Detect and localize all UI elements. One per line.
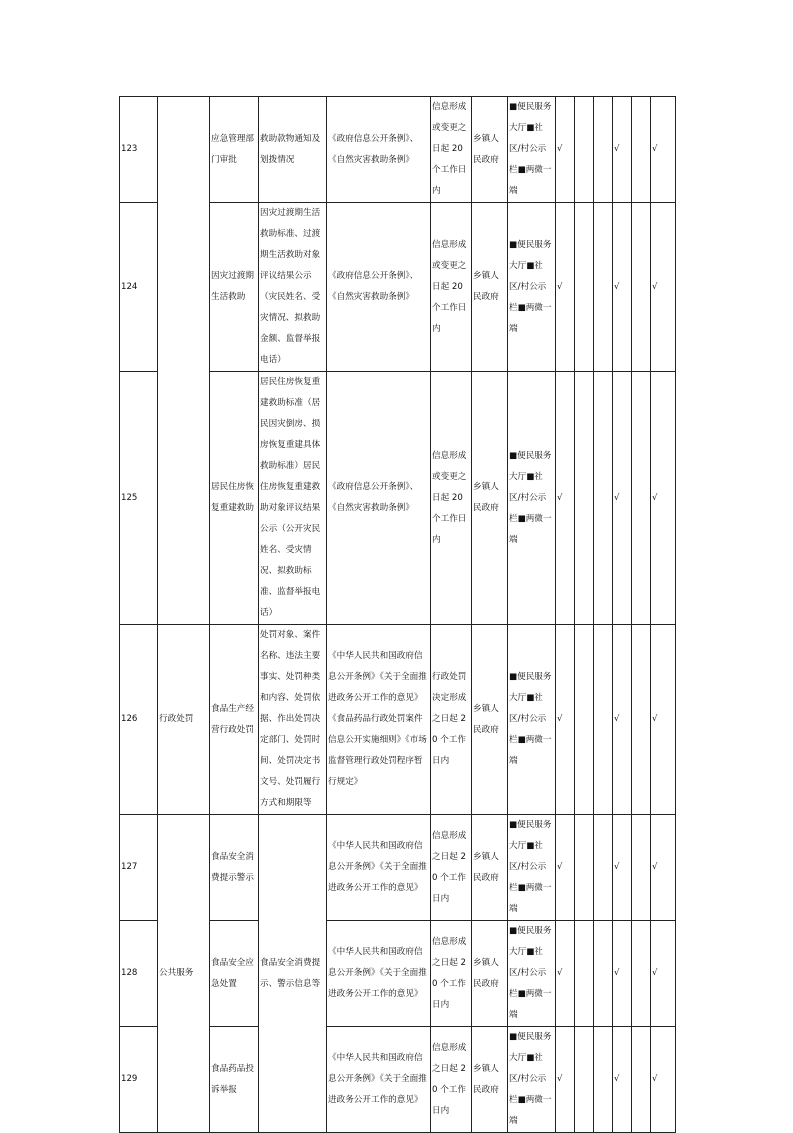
category-cell: 公共服务 <box>158 815 210 1133</box>
empty-mark <box>575 921 594 1027</box>
row-number: 123 <box>120 97 158 203</box>
category-cell: 行政处罚 <box>158 625 210 815</box>
table-row <box>120 625 676 815</box>
row-number: 127 <box>120 815 158 921</box>
empty-mark <box>575 625 594 815</box>
legal-basis: 《中华人民共和国政府信息公开条例》《关于全面推进政务公开工作的意见》 <box>327 1027 431 1133</box>
legal-basis: 《政府信息公开条例》、《自然灾害救助条例》 <box>327 203 431 372</box>
empty-mark <box>594 97 613 203</box>
check-mark: √ <box>651 203 676 372</box>
check-mark: √ <box>651 97 676 203</box>
item-name: 食品安全消费提示警示 <box>210 815 259 921</box>
disclosure-table <box>119 96 676 1133</box>
disclosure-subject: 乡镇人民政府 <box>472 97 508 203</box>
item-name: 应急管理部门审批 <box>210 97 259 203</box>
disclosure-content: 居民住房恢复重建救助标准（居民因灾倒房、损房恢复重建具体救助标准）居民住房恢复重建救助对象评议结果公示（公开灾民姓名、受灾情况、拟救助标准、监督举报电话） <box>259 372 327 625</box>
time-limit: 信息形成或变更之日起 20 个工作日内 <box>431 203 472 372</box>
disclosure-channel: ■便民服务大厅■社区/村公示栏■两微一端 <box>508 97 556 203</box>
disclosure-subject: 乡镇人民政府 <box>472 203 508 372</box>
legal-basis: 《政府信息公开条例》、《自然灾害救助条例》 <box>327 97 431 203</box>
disclosure-subject: 乡镇人民政府 <box>472 625 508 815</box>
disclosure-channel: ■便民服务大厅■社区/村公示栏■两微一端 <box>508 815 556 921</box>
empty-mark <box>575 203 594 372</box>
table-row <box>120 97 676 203</box>
check-mark: √ <box>613 372 632 625</box>
row-number: 124 <box>120 203 158 372</box>
empty-mark <box>632 625 651 815</box>
time-limit: 信息形成之日起 20 个工作日内 <box>431 1027 472 1133</box>
check-mark: √ <box>651 625 676 815</box>
category-cell <box>158 97 210 625</box>
disclosure-subject: 乡镇人民政府 <box>472 372 508 625</box>
item-name: 食品药品投诉举报 <box>210 1027 259 1133</box>
item-name: 因灾过渡期生活救助 <box>210 203 259 372</box>
check-mark: √ <box>556 815 575 921</box>
item-name: 食品安全应急处置 <box>210 921 259 1027</box>
check-mark: √ <box>556 97 575 203</box>
check-mark: √ <box>613 1027 632 1133</box>
empty-mark <box>594 921 613 1027</box>
empty-mark <box>632 1027 651 1133</box>
disclosure-content: 救助款物通知及划拨情况 <box>259 97 327 203</box>
check-mark: √ <box>651 921 676 1027</box>
legal-basis: 《中华人民共和国政府信息公开条例》《关于全面推进政务公开工作的意见》 <box>327 921 431 1027</box>
empty-mark <box>594 203 613 372</box>
row-number: 129 <box>120 1027 158 1133</box>
empty-mark <box>632 203 651 372</box>
empty-mark <box>632 372 651 625</box>
empty-mark <box>575 815 594 921</box>
check-mark: √ <box>651 1027 676 1133</box>
disclosure-content: 食品安全消费提示、警示信息等 <box>259 815 327 1133</box>
disclosure-channel: ■便民服务大厅■社区/村公示栏■两微一端 <box>508 625 556 815</box>
check-mark: √ <box>613 97 632 203</box>
empty-mark <box>575 1027 594 1133</box>
time-limit: 信息形成或变更之日起 20 个工作日内 <box>431 372 472 625</box>
check-mark: √ <box>613 815 632 921</box>
disclosure-subject: 乡镇人民政府 <box>472 921 508 1027</box>
time-limit: 信息形成之日起 20 个工作日内 <box>431 815 472 921</box>
legal-basis: 《中华人民共和国政府信息公开条例》《关于全面推进政务公开工作的意见》 <box>327 815 431 921</box>
check-mark: √ <box>651 372 676 625</box>
row-number: 125 <box>120 372 158 625</box>
disclosure-channel: ■便民服务大厅■社区/村公示栏■两微一端 <box>508 203 556 372</box>
legal-basis: 《政府信息公开条例》、《自然灾害救助条例》 <box>327 372 431 625</box>
disclosure-content: 因灾过渡期生活救助标准、过渡期生活救助对象评议结果公示（灾民姓名、受灾情况、拟救助金额、监督举报电话） <box>259 203 327 372</box>
empty-mark <box>632 97 651 203</box>
check-mark: √ <box>651 815 676 921</box>
disclosure-channel: ■便民服务大厅■社区/村公示栏■两微一端 <box>508 921 556 1027</box>
item-name: 居民住房恢复重建救助 <box>210 372 259 625</box>
check-mark: √ <box>613 921 632 1027</box>
disclosure-subject: 乡镇人民政府 <box>472 815 508 921</box>
empty-mark <box>632 921 651 1027</box>
disclosure-channel: ■便民服务大厅■社区/村公示栏■两微一端 <box>508 372 556 625</box>
empty-mark <box>594 815 613 921</box>
table-row <box>120 815 676 921</box>
disclosure-content: 处罚对象、案件名称、违法主要事实、处罚种类和内容、处罚依据、作出处罚决定部门、处罚时间、处罚决定书文号、处罚履行方式和期限等 <box>259 625 327 815</box>
check-mark: √ <box>556 1027 575 1133</box>
check-mark: √ <box>556 203 575 372</box>
disclosure-channel: ■便民服务大厅■社区/村公示栏■两微一端 <box>508 1027 556 1133</box>
empty-mark <box>575 372 594 625</box>
time-limit: 信息形成或变更之日起 20 个工作日内 <box>431 97 472 203</box>
time-limit: 行政处罚决定形成之日起 20 个工作日内 <box>431 625 472 815</box>
empty-mark <box>594 372 613 625</box>
item-name: 食品生产经营行政处罚 <box>210 625 259 815</box>
check-mark: √ <box>613 203 632 372</box>
row-number: 128 <box>120 921 158 1027</box>
check-mark: √ <box>613 625 632 815</box>
legal-basis: 《中华人民共和国政府信息公开条例》《关于全面推进政务公开工作的意见》《食品药品行政处罚案件信息公开实施细则》《市场监督管理行政处罚程序暂行规定》 <box>327 625 431 815</box>
time-limit: 信息形成之日起 20 个工作日内 <box>431 921 472 1027</box>
check-mark: √ <box>556 372 575 625</box>
disclosure-subject: 乡镇人民政府 <box>472 1027 508 1133</box>
empty-mark <box>632 815 651 921</box>
row-number: 126 <box>120 625 158 815</box>
empty-mark <box>575 97 594 203</box>
empty-mark <box>594 1027 613 1133</box>
check-mark: √ <box>556 921 575 1027</box>
check-mark: √ <box>556 625 575 815</box>
empty-mark <box>594 625 613 815</box>
